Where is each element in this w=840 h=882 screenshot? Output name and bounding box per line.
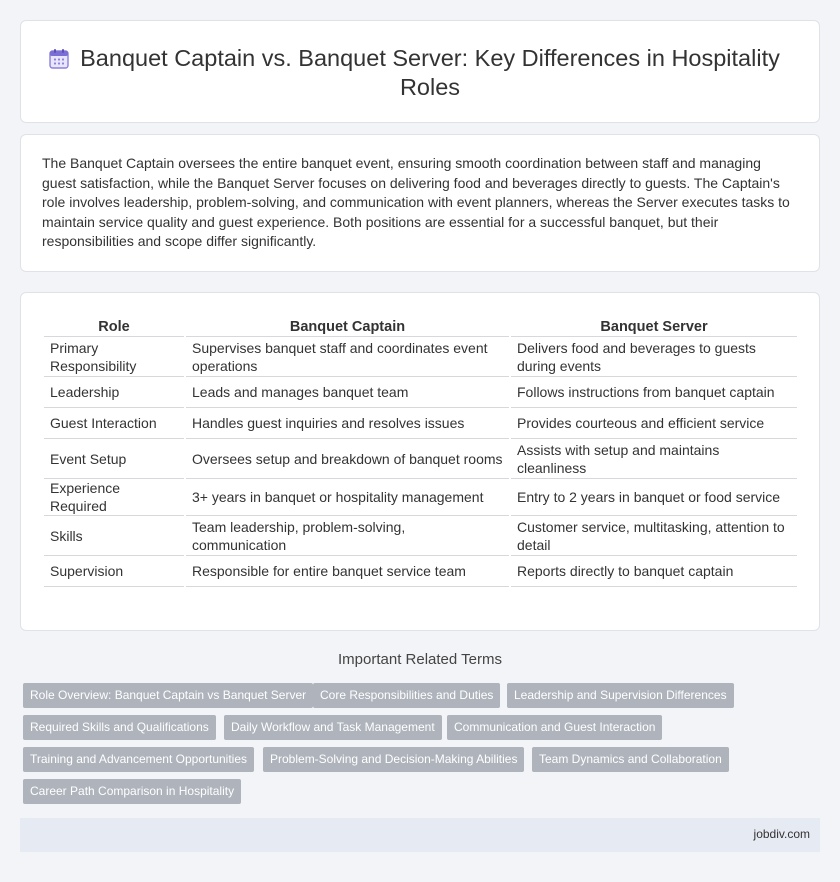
table-row bbox=[44, 516, 797, 556]
server-cell: Reports directly to banquet captain bbox=[511, 556, 797, 587]
row-label: Experience Required bbox=[44, 479, 184, 516]
related-term-tag[interactable]: Communication and Guest Interaction bbox=[447, 715, 662, 740]
header-banquet-captain: Banquet Captain bbox=[186, 315, 509, 337]
related-term-tag[interactable]: Leadership and Supervision Differences bbox=[507, 683, 734, 708]
title-card bbox=[20, 20, 820, 123]
related-term-tag[interactable]: Role Overview: Banquet Captain vs Banquet Server bbox=[23, 683, 313, 708]
table-row bbox=[44, 337, 797, 377]
table-row bbox=[44, 408, 797, 439]
intro-card bbox=[20, 134, 820, 272]
captain-cell: Team leadership, problem-solving, communication bbox=[186, 516, 509, 556]
captain-cell: Responsible for entire banquet service team bbox=[186, 556, 509, 587]
captain-cell: Leads and manages banquet team bbox=[186, 377, 509, 408]
table-row bbox=[44, 556, 797, 587]
comparison-table bbox=[42, 315, 799, 587]
row-label: Leadership bbox=[44, 377, 184, 408]
footer-bar bbox=[20, 818, 820, 852]
related-term-tag[interactable]: Daily Workflow and Task Management bbox=[224, 715, 442, 740]
server-cell: Provides courteous and efficient service bbox=[511, 408, 797, 439]
row-label: Guest Interaction bbox=[44, 408, 184, 439]
comparison-table-card bbox=[20, 292, 820, 631]
header-banquet-server: Banquet Server bbox=[511, 315, 797, 337]
row-label: Supervision bbox=[44, 556, 184, 587]
captain-cell: Supervises banquet staff and coordinates event operations bbox=[186, 337, 509, 377]
related-term-tag[interactable]: Career Path Comparison in Hospitality bbox=[23, 779, 241, 804]
footer-site-link[interactable]: jobdiv.com bbox=[753, 827, 810, 841]
table-row bbox=[44, 479, 797, 516]
related-terms-heading: Important Related Terms bbox=[338, 651, 502, 668]
intro-paragraph: The Banquet Captain oversees the entire banquet event, ensuring smooth coordination between staff and managing guest satisfaction, while the Banquet Server focuses on delivering food and beverages directly to guests. The Captain's role involves leadership, problem-solving, and communication with event planners, whereas the Server executes tasks to maintain service quality and guest experience. Both positions are essential for a successful banquet, but their responsibilities and scope differ significantly. bbox=[42, 155, 790, 250]
captain-cell: 3+ years in banquet or hospitality management bbox=[186, 479, 509, 516]
header-role: Role bbox=[44, 315, 184, 337]
related-term-tag[interactable]: Training and Advancement Opportunities bbox=[23, 747, 254, 772]
table-header-row bbox=[44, 315, 797, 337]
related-term-tag[interactable]: Problem-Solving and Decision-Making Abilities bbox=[263, 747, 524, 772]
captain-cell: Handles guest inquiries and resolves issues bbox=[186, 408, 509, 439]
table-row bbox=[44, 439, 797, 479]
captain-cell: Oversees setup and breakdown of banquet rooms bbox=[186, 439, 509, 479]
related-term-tag[interactable]: Required Skills and Qualifications bbox=[23, 715, 216, 740]
row-label: Primary Responsibility bbox=[44, 337, 184, 377]
server-cell: Entry to 2 years in banquet or food service bbox=[511, 479, 797, 516]
related-term-tag[interactable]: Core Responsibilities and Duties bbox=[313, 683, 500, 708]
server-cell: Assists with setup and maintains cleanliness bbox=[511, 439, 797, 479]
row-label: Skills bbox=[44, 516, 184, 556]
related-term-tag[interactable]: Team Dynamics and Collaboration bbox=[532, 747, 729, 772]
server-cell: Delivers food and beverages to guests during events bbox=[511, 337, 797, 377]
table-row bbox=[44, 377, 797, 408]
server-cell: Customer service, multitasking, attention to detail bbox=[511, 516, 797, 556]
server-cell: Follows instructions from banquet captain bbox=[511, 377, 797, 408]
row-label: Event Setup bbox=[44, 439, 184, 479]
page-title: Banquet Captain vs. Banquet Server: Key Differences in Hospitality Roles bbox=[80, 45, 780, 100]
